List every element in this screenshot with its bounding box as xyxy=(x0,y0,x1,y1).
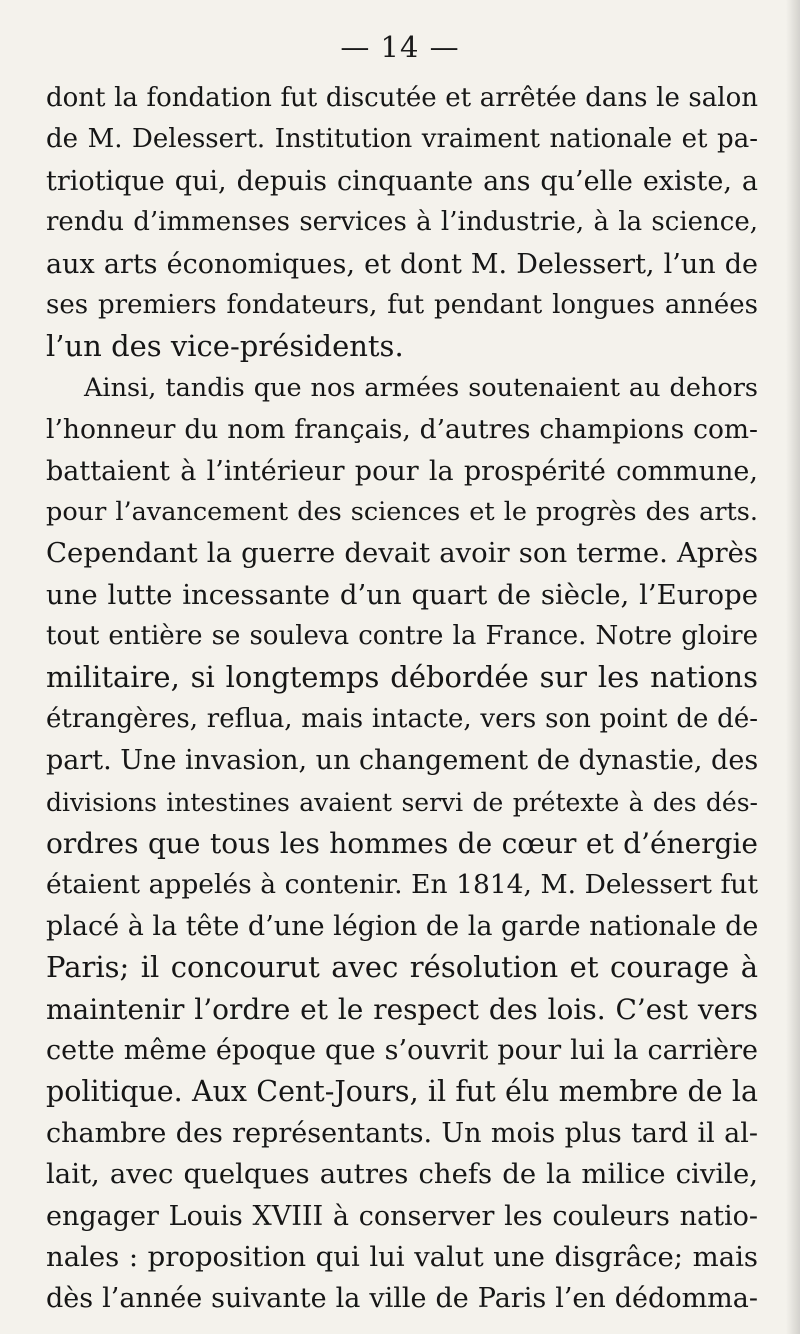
text-line: une lutte incessante d’un quart de siècle, l’Europe xyxy=(46,578,758,611)
text-line: nales : proposition qui lui valut une disgrâce; mais xyxy=(46,1240,758,1273)
text-line: l’honneur du nom français, d’autres champions com- xyxy=(46,414,758,446)
text-line: militaire, si longtemps débordée sur les nations xyxy=(46,660,758,695)
page-number: — 14 — xyxy=(340,30,460,64)
text-line: dont la fondation fut discutée et arrêtée dans le salon xyxy=(46,83,758,113)
body-text xyxy=(46,78,758,1320)
text-line: cette même époque que s’ouvrit pour lui la carrière xyxy=(46,1034,758,1066)
text-line: triotique qui, depuis cinquante ans qu’elle existe, a xyxy=(46,165,758,197)
text-line: Paris; il concourut avec résolution et courage à xyxy=(46,950,758,985)
text-line: Ainsi, tandis que nos armées soutenaient au dehors xyxy=(84,372,758,403)
text-line: maintenir l’ordre et le respect des lois. C’est vers xyxy=(46,992,758,1026)
text-line: chambre des représentants. Un mois plus tard il al- xyxy=(46,1117,758,1149)
text-line: part. Une invasion, un changement de dynastie, des xyxy=(46,745,759,777)
text-line: l’un des vice-présidents. xyxy=(46,329,404,364)
text-line: politique. Aux Cent-Jours, il fut élu membre de la xyxy=(46,1075,758,1109)
text-line: rendu d’immenses services à l’industrie, à la science, xyxy=(46,207,758,238)
text-line: ordres que tous les hommes de cœur et d’énergie xyxy=(46,827,758,861)
text-line: Cependant la guerre devait avoir son terme. Après xyxy=(46,537,758,570)
text-line: étrangères, reflua, mais intacte, vers son point de dé- xyxy=(46,703,758,734)
text-line: de M. Delessert. Institution vraiment nationale et pa- xyxy=(46,124,758,155)
page-edge-shadow xyxy=(786,0,800,1334)
text-line: placé à la tête d’une légion de la garde nationale de xyxy=(46,910,759,942)
text-line: ses premiers fondateurs, fut pendant longues années xyxy=(46,289,758,320)
text-line: divisions intestines avaient servi de prétexte à des dés- xyxy=(46,787,758,817)
text-line: pour l’avancement des sciences et le progrès des arts. xyxy=(46,496,758,527)
text-line: étaient appelés à contenir. En 1814, M. Delessert fut xyxy=(46,869,758,901)
text-line: engager Louis XVIII à conserver les couleurs natio- xyxy=(46,1200,758,1232)
text-line: aux arts économiques, et dont M. Delessert, l’un de xyxy=(46,248,758,280)
text-line: dès l’année suivante la ville de Paris l’en dédomma- xyxy=(46,1283,758,1315)
text-line: lait, avec quelques autres chefs de la milice civile, xyxy=(46,1158,758,1191)
text-line: tout entière se souleva contre la France. Notre gloire xyxy=(46,621,758,652)
text-line: battaient à l’intérieur pour la prospérité commune, xyxy=(46,455,758,487)
